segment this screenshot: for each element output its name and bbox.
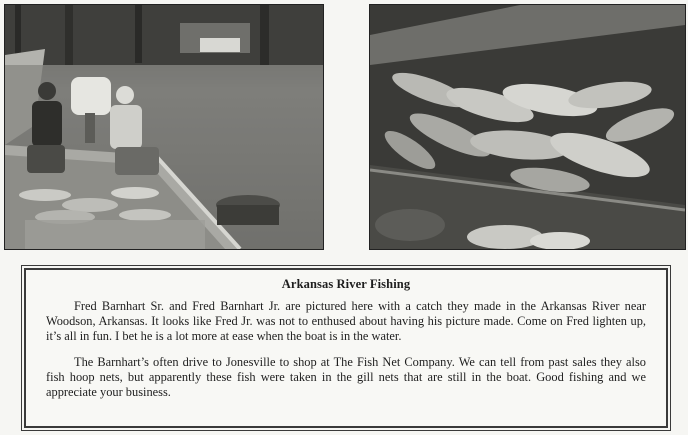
caption-box bbox=[24, 268, 668, 428]
caption-paragraph-2: The Barnhart’s often drive to Jonesville to shop at The Fish Net Company. We can tell from past sales they also fish hoop nets, but apparently these fish were taken in the gill nets that are still in the boat. Good fishing and we appreciate your business. bbox=[46, 354, 646, 400]
caption-title: Arkansas River Fishing bbox=[281, 277, 411, 291]
fish-pile-photo-icon bbox=[370, 5, 685, 249]
boat-photo bbox=[4, 4, 324, 250]
caption-paragraph-1: Fred Barnhart Sr. and Fred Barnhart Jr. are pictured here with a catch they made in the Arkansas River near Woodson, Arkansas. It looks like Fred Jr. was not to enthused about having his picture made. Come on Fred lighten up, it’s all in fun. I bet he is a lot more at ease when the boat is in the water. bbox=[46, 299, 646, 344]
fish-pile-photo bbox=[369, 4, 686, 250]
men-in-boat-photo-icon bbox=[5, 5, 323, 249]
